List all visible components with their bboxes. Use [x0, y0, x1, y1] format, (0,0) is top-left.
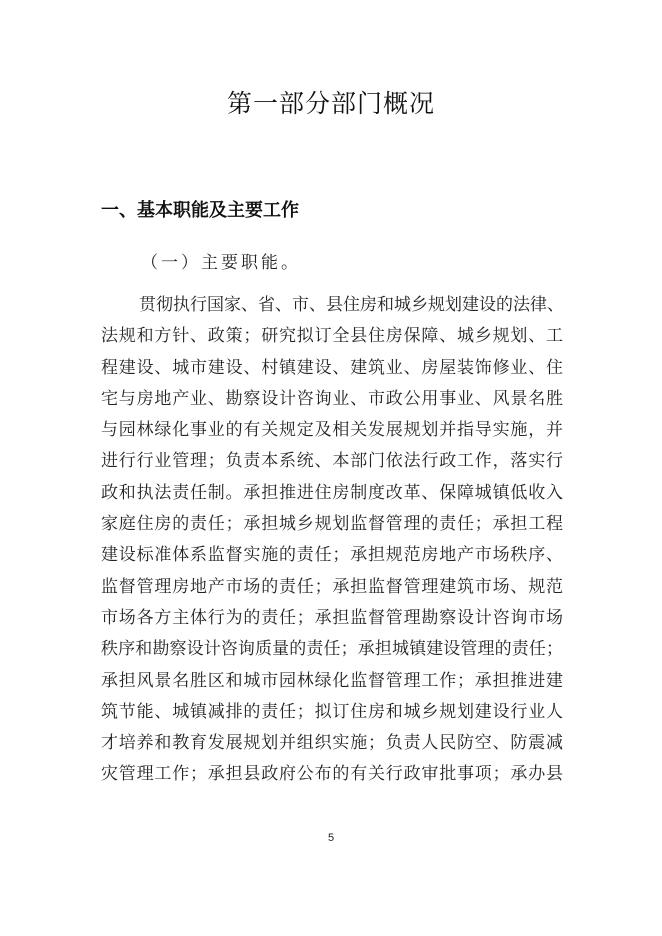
paragraph-line: 与园林绿化事业的有关规定及相关发展规划并指导实施，并	[101, 420, 563, 441]
paragraph-line: 市场各方主体行为的责任；承担监督管理勘察设计咨询市场	[101, 607, 563, 628]
section-heading: 一、基本职能及主要工作	[101, 200, 299, 221]
paragraph-line: 法规和方针、政策；研究拟订全县住房保障、城乡规划、工	[101, 326, 563, 347]
paragraph-line: 秩序和勘察设计咨询质量的责任；承担城镇建设管理的责任；	[101, 639, 563, 660]
paragraph-line: 筑节能、城镇减排的责任；拟订住房和城乡规划建设行业人	[101, 701, 563, 722]
paragraph-line: 家庭住房的责任；承担城乡规划监督管理的责任；承担工程	[101, 514, 563, 535]
subsection-heading: （一）主要职能。	[141, 253, 301, 273]
paragraph-line: 承担风景名胜区和城市园林绿化监督管理工作；承担推进建	[101, 670, 563, 691]
paragraph-line: 政和执法责任制。承担推进住房制度改革、保障城镇低收入	[101, 482, 563, 503]
paragraph-line: 才培养和教育发展规划并组织实施；负责人民防空、防震减	[101, 733, 563, 754]
paragraph-line: 监督管理房地产市场的责任；承担监督管理建筑市场、规范	[101, 576, 563, 597]
paragraph-line: 建设标准体系监督实施的责任；承担规范房地产市场秩序、	[101, 545, 563, 566]
paragraph-line: 贯彻执行国家、省、市、县住房和城乡规划建设的法律、	[139, 295, 564, 315]
paragraph-line: 程建设、城市建设、村镇建设、建筑业、房屋装饰修业、住	[101, 357, 563, 378]
page-number: 5	[327, 832, 335, 844]
page-title: 第一部分部门概况	[226, 89, 435, 118]
body-paragraph	[101, 290, 563, 791]
paragraph-line: 灾管理工作；承担县政府公布的有关行政审批事项；承办县	[101, 764, 563, 785]
paragraph-line: 进行行业管理；负责本系统、本部门依法行政工作，落实行	[101, 451, 563, 472]
paragraph-line: 宅与房地产业、勘察设计咨询业、市政公用事业、风景名胜	[101, 388, 563, 409]
